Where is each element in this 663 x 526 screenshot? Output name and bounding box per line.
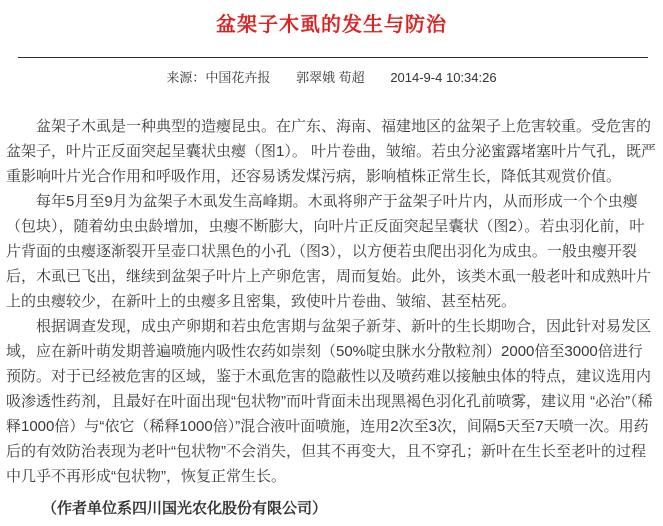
article-meta	[0, 70, 663, 86]
article-paragraph-3: 根据调查发现，成虫产卵期和若虫危害期与盆架子新芽、新叶的生长期吻合，因此针对易发区域，应在新叶萌发期普遍喷施内吸性农药如崇刻（50%啶虫脒水分散粒剂）2000倍至3000倍进行预防。对于已经被危害的区域，鉴于木虱危害的隐蔽性以及喷药难以接触虫体的特点，建议选用内吸渗透性药剂，且最好在叶面出现“包状物”而叶背面未出现黑褐色羽化孔前喷雾，建议用 “必治”（稀释1000倍）与“依它（稀释1000倍）”混合液叶面喷施，连用2次至3次，间隔5天至7天喷一次。用药后的有效防治表现为老叶“包状物”不会消失，但其不再变大，且不穿孔；新叶在生长至老叶的过程中几乎不再形成“包状物”，恢复正常生长。	[6, 318, 653, 485]
article-title: 盆架子木虱的发生与防治	[216, 14, 447, 36]
article-body	[0, 114, 663, 489]
author-affiliation: （作者单位系四川国光农化股份有限公司）	[42, 500, 328, 517]
article-paragraph-2: 每年5月至9月为盆架子木虱发生高峰期。木虱将卵产于盆架子叶片内，从而形成一个个虫瘿（包块），随着幼虫虫龄增加，虫瘿不断膨大，向叶片正反面突起呈囊状（图2）。若虫羽化前，叶片背面的虫瘿逐渐裂开呈壶口状黑色的小孔（图3），以方便若虫爬出羽化为成虫。一般虫瘿开裂后，木虱已飞出，继续到盆架子叶片上产卵危害，周而复始。此外，该类木虱一般老叶和成熟叶片上的虫瘿较少，在新叶上的虫瘿多且密集，致使叶片卷曲、皱缩、甚至枯死。	[6, 193, 652, 310]
article-paragraph-1: 盆架子木虱是一种典型的造瘿昆虫。在广东、海南、福建地区的盆架子上危害较重。受危害的盆架子，叶片正反面突起呈囊状虫瘿（图1）。 叶片卷曲，皱缩。若虫分泌蜜露堵塞叶片气孔，既严重影响叶片光合作用和呼吸作用，还容易诱发煤污病，影响植株正常生长，降低其观赏价值。	[6, 118, 657, 185]
publish-datetime: 2014-9-4 10:34:26	[390, 70, 497, 85]
article-authors: 郭翠娥 荀超	[296, 70, 365, 85]
article-source: 来源：中国花卉报	[166, 70, 271, 85]
title-divider	[18, 57, 648, 58]
